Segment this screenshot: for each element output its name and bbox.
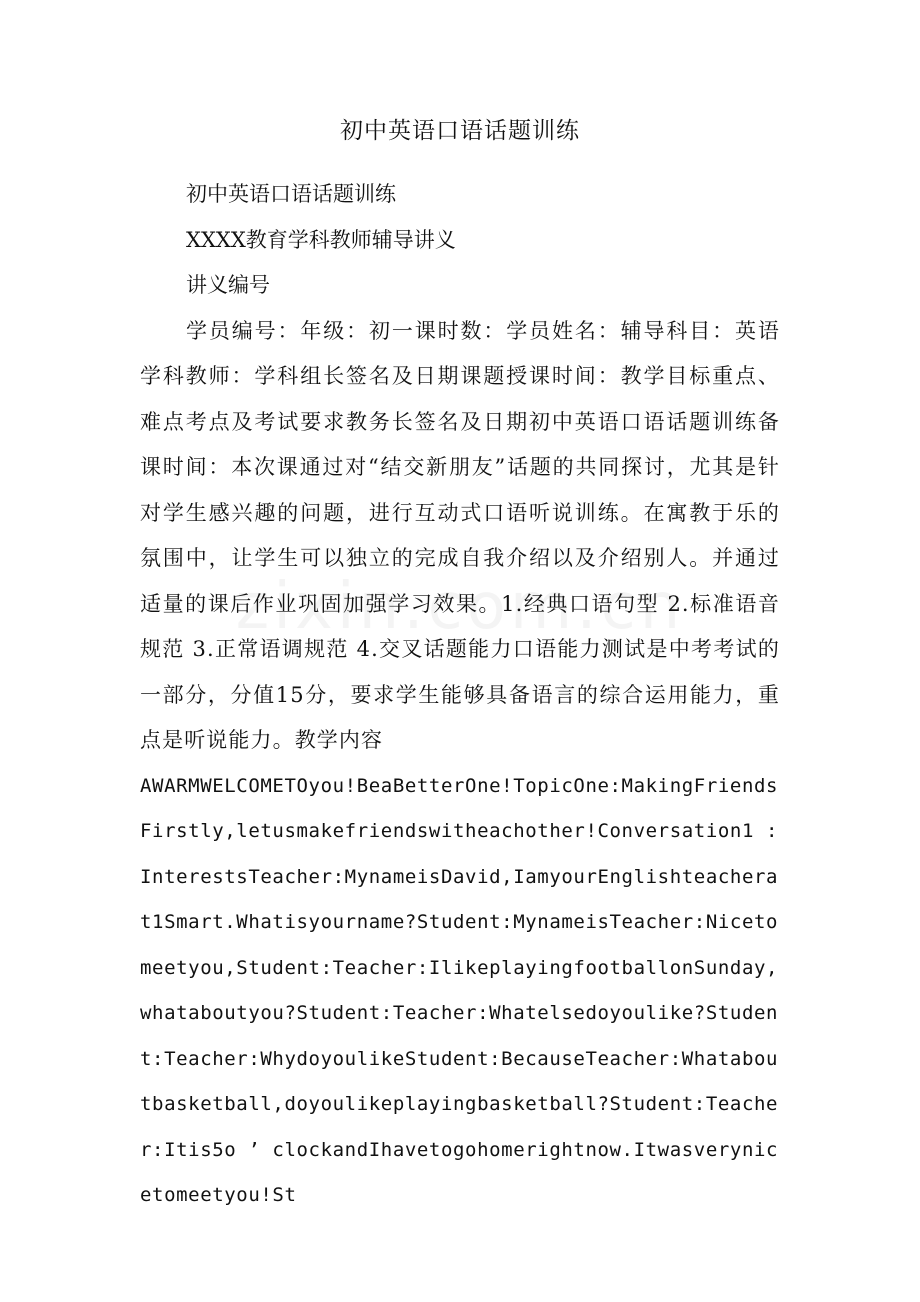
doc-line-handout-name: XXXX教育学科教师辅导讲义 (186, 227, 456, 252)
document-title: 初中英语口语话题训练 (340, 118, 580, 144)
document-body (140, 172, 780, 1219)
doc-paragraph-lesson-info: 学员编号：年级：初一课时数：学员姓名：辅导科目：英语学科教师：学科组长签名及日期课题授课时间：教学目标重点、难点考点及考试要求教务长签名及日期初中英语口语话题训练备课时间：本次课通过对“结交新朋友”话题的共同探讨，尤其是针对学生感兴趣的问题，进行互动式口语听说训练。在寓教于乐的氛围中，让学生可以独立的完成自我介绍以及介绍别人。并通过适量的课后作业巩固加强学习效果。1.经典口语句型 2.标准语音规范 3.正常语调规范 4.交叉话题能力口语能力测试是中考考试的一部分，分值15分，要求学生能够具备语言的综合运用能力，重点是听说能力。教学内容 (140, 318, 780, 752)
doc-paragraph-english-dialogue: AWARMWELCOMETOyou!BeaBetterOne!TopicOne:MakingFriendsFirstly,letusmakefriendswitheachother!Conversation1 : InterestsTeacher:MynameisDavid,IamyourEnglishteacherat1Smart.Whatisyourname?Student:MynameisTeacher:Nicetomeetyou,Student:Teacher:IlikeplayingfootballonSunday,whataboutyou?Student:Teacher:Whatelsedoyoulike?Student:Teacher:WhydoyoulikeStudent:BecauseTeacher:Whataboutbasketball,doyoulikeplayingbasketball?Student:Teacher:Itis5o ’ clockandIhavetogohomerightnow.Itwasverynicetomeetyou!St (140, 774, 779, 1206)
doc-line-handout-number: 讲义编号 (186, 273, 270, 297)
doc-line-heading: 初中英语口语话题训练 (186, 182, 396, 206)
